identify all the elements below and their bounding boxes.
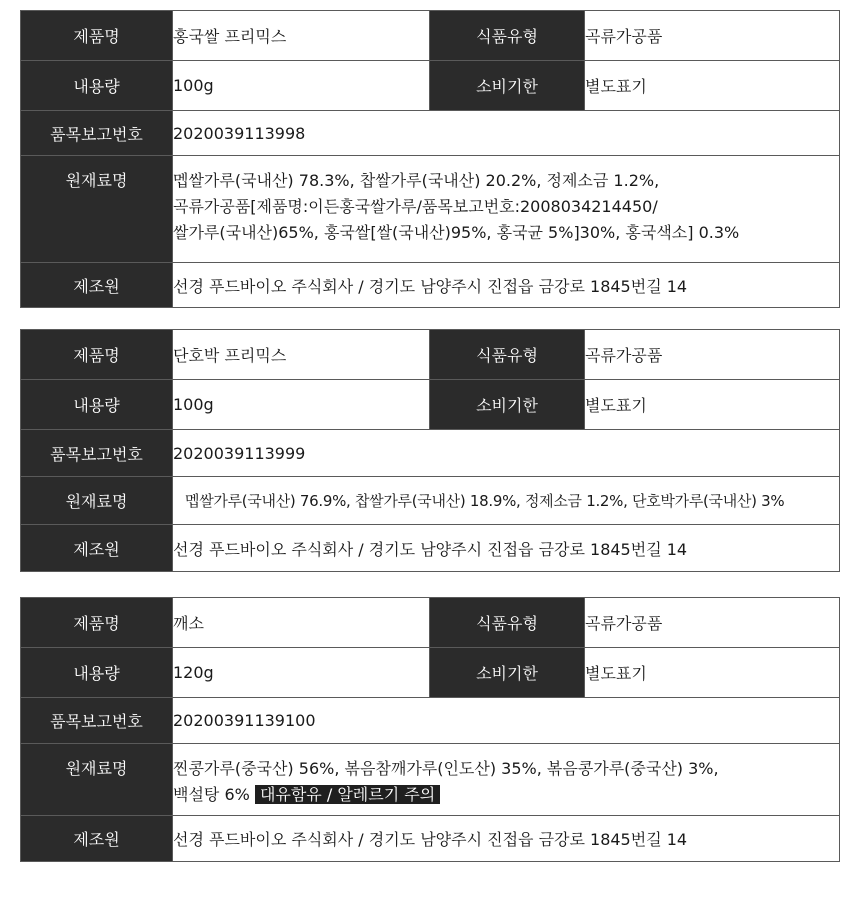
product-info-table-3	[20, 597, 840, 862]
report-no-value: 2020039113998	[173, 111, 840, 156]
content-value: 100g	[173, 380, 430, 430]
expiry-value: 별도표기	[585, 61, 840, 111]
label-expiry: 소비기한	[430, 380, 585, 430]
label-content: 내용량	[21, 380, 173, 430]
allergy-notice: 대유함유 / 알레르기 주의	[255, 785, 440, 804]
label-expiry: 소비기한	[430, 648, 585, 698]
content-value: 120g	[173, 648, 430, 698]
product-info-table-2	[20, 329, 840, 572]
content-value: 100g	[173, 61, 430, 111]
report-no-value: 20200391139100	[173, 698, 840, 744]
ingredients-line: 백설탕 6%	[173, 785, 250, 804]
manufacturer-value: 선경 푸드바이오 주식회사 / 경기도 남양주시 진접읍 금강로 1845번길 14	[173, 816, 840, 862]
label-manufacturer: 제조원	[21, 816, 173, 862]
label-ingredients: 원재료명	[21, 477, 173, 525]
report-no-value: 2020039113999	[173, 430, 840, 477]
expiry-value: 별도표기	[585, 380, 840, 430]
ingredients-value	[173, 156, 840, 263]
label-product-name: 제품명	[21, 330, 173, 380]
ingredients-line: 멥쌀가루(국내산) 76.9%, 찹쌀가루(국내산) 18.9%, 정제소금 1.2%, 단호박가루(국내산) 3%	[185, 491, 785, 510]
label-expiry: 소비기한	[430, 61, 585, 111]
ingredients-line: 곡류가공품[제품명:이든홍국쌀가루/품목보고번호:2008034214450/	[173, 197, 658, 216]
label-ingredients: 원재료명	[21, 744, 173, 816]
food-type-value: 곡류가공품	[585, 598, 840, 648]
ingredients-value	[173, 477, 840, 525]
manufacturer-value: 선경 푸드바이오 주식회사 / 경기도 남양주시 진접읍 금강로 1845번길 14	[173, 263, 840, 308]
label-manufacturer: 제조원	[21, 263, 173, 308]
label-report-no: 품목보고번호	[21, 698, 173, 744]
label-report-no: 품목보고번호	[21, 430, 173, 477]
label-ingredients: 원재료명	[21, 156, 173, 263]
product-info-table-1	[20, 10, 840, 308]
manufacturer-value: 선경 푸드바이오 주식회사 / 경기도 남양주시 진접읍 금강로 1845번길 14	[173, 525, 840, 572]
product-name-value: 홍국쌀 프리믹스	[173, 11, 430, 61]
product-name-value: 깨소	[173, 598, 430, 648]
label-content: 내용량	[21, 648, 173, 698]
label-food-type: 식품유형	[430, 598, 585, 648]
label-food-type: 식품유형	[430, 330, 585, 380]
label-food-type: 식품유형	[430, 11, 585, 61]
label-manufacturer: 제조원	[21, 525, 173, 572]
expiry-value: 별도표기	[585, 648, 840, 698]
label-product-name: 제품명	[21, 11, 173, 61]
food-type-value: 곡류가공품	[585, 330, 840, 380]
ingredients-line: 찐콩가루(중국산) 56%, 볶음참깨가루(인도산) 35%, 볶음콩가루(중국산) 3%,	[173, 759, 719, 778]
label-content: 내용량	[21, 61, 173, 111]
ingredients-line-with-notice	[173, 782, 839, 808]
food-type-value: 곡류가공품	[585, 11, 840, 61]
label-report-no: 품목보고번호	[21, 111, 173, 156]
ingredients-value	[173, 744, 840, 816]
label-product-name: 제품명	[21, 598, 173, 648]
ingredients-line: 쌀가루(국내산)65%, 홍국쌀[쌀(국내산)95%, 홍국균 5%]30%, 홍국색소] 0.3%	[173, 223, 740, 242]
ingredients-line: 멥쌀가루(국내산) 78.3%, 찹쌀가루(국내산) 20.2%, 정제소금 1.2%,	[173, 171, 660, 190]
product-name-value: 단호박 프리믹스	[173, 330, 430, 380]
